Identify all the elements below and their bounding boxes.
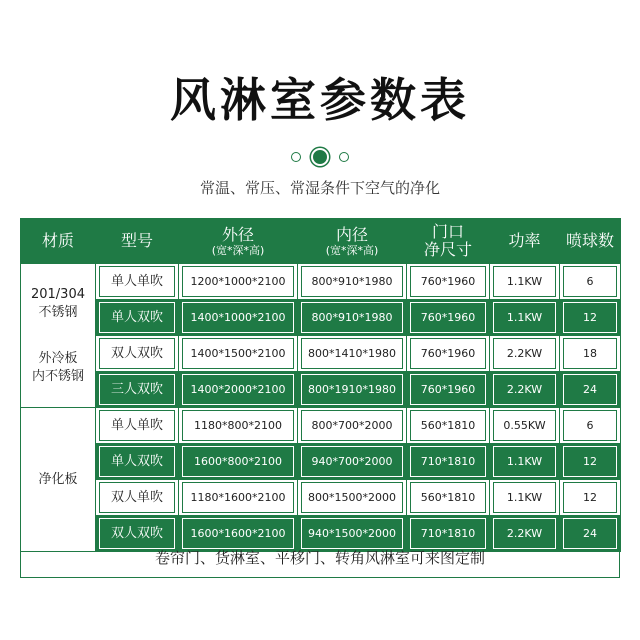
subtitle: 常温、常压、常湿条件下空气的净化 [199,179,440,197]
inner-cell: 940*700*2000 [298,444,407,480]
power-cell: 1.1KW [490,444,560,480]
header-door: 门口 净尺寸 [407,219,490,264]
header-material: 材质 [21,219,96,264]
door-cell: 710*1810 [407,444,490,480]
outer-cell: 1200*1000*2100 [179,264,298,300]
page-title: 风淋室参数表 [170,73,470,127]
power-cell: 2.2KW [490,336,560,372]
model-cell: 三人双吹 [96,372,179,408]
door-cell: 760*1960 [407,372,490,408]
inner-cell: 940*1500*2000 [298,516,407,552]
nozzles-cell: 12 [560,480,621,516]
table-row [21,300,621,336]
footer-note: 卷帘门、货淋室、平移门、转角风淋室可来图定制 [20,540,620,578]
nozzles-cell: 24 [560,372,621,408]
inner-cell: 800*1500*2000 [298,480,407,516]
table-row [21,444,621,480]
door-cell: 760*1960 [407,336,490,372]
dot-indicator [291,152,301,162]
spec-table [20,218,621,552]
nozzles-cell: 12 [560,300,621,336]
table-row [21,408,621,444]
outer-cell: 1400*2000*2100 [179,372,298,408]
power-cell: 1.1KW [490,264,560,300]
inner-cell: 800*910*1980 [298,300,407,336]
header-power: 功率 [490,219,560,264]
model-cell: 单人单吹 [96,408,179,444]
nozzles-cell: 6 [560,264,621,300]
inner-cell: 800*910*1980 [298,264,407,300]
outer-cell: 1600*800*2100 [179,444,298,480]
model-cell: 单人双吹 [96,300,179,336]
dot-indicator [339,152,349,162]
dot-indicator-active [313,150,327,164]
inner-cell: 800*1410*1980 [298,336,407,372]
table-row [21,336,621,372]
model-cell: 单人单吹 [96,264,179,300]
nozzles-cell: 6 [560,408,621,444]
inner-cell: 800*1910*1980 [298,372,407,408]
table-header-row [21,219,621,264]
outer-cell: 1400*1500*2100 [179,336,298,372]
model-cell: 双人双吹 [96,336,179,372]
nozzles-cell: 24 [560,516,621,552]
outer-cell: 1180*1600*2100 [179,480,298,516]
outer-cell: 1600*1600*2100 [179,516,298,552]
door-cell: 560*1810 [407,480,490,516]
model-cell: 双人单吹 [96,480,179,516]
header-model: 型号 [96,219,179,264]
model-cell: 单人双吹 [96,444,179,480]
pager-dots [0,149,640,165]
material-group-stainless: 201/304 不锈钢 外冷板 内不锈钢 [21,264,96,408]
power-cell: 1.1KW [490,300,560,336]
table-row [21,264,621,300]
power-cell: 2.2KW [490,516,560,552]
inner-cell: 800*700*2000 [298,408,407,444]
door-cell: 760*1960 [407,300,490,336]
table-row [21,372,621,408]
header-inner: 内径 (宽*深*高) [298,219,407,264]
power-cell: 0.55KW [490,408,560,444]
door-cell: 710*1810 [407,516,490,552]
model-cell: 双人双吹 [96,516,179,552]
table-row [21,480,621,516]
outer-cell: 1180*800*2100 [179,408,298,444]
header-nozzles: 喷球数 [560,219,621,264]
nozzles-cell: 18 [560,336,621,372]
door-cell: 760*1960 [407,264,490,300]
header-outer: 外径 (宽*深*高) [179,219,298,264]
power-cell: 2.2KW [490,372,560,408]
nozzles-cell: 12 [560,444,621,480]
outer-cell: 1400*1000*2100 [179,300,298,336]
door-cell: 560*1810 [407,408,490,444]
material-group-purification-panel: 净化板 [21,408,96,552]
power-cell: 1.1KW [490,480,560,516]
